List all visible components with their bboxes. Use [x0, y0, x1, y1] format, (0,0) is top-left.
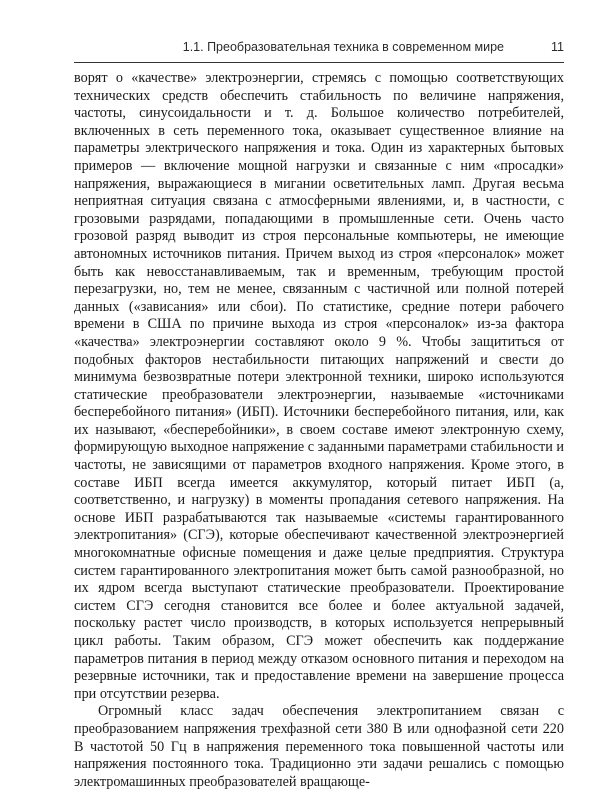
section-title: 1.1. Преобразовательная техника в современном мире — [182, 40, 504, 54]
page-number: 11 — [551, 40, 564, 54]
header-rule — [74, 62, 564, 63]
body-text — [74, 70, 564, 791]
paragraph: Огромный класс задач обеспечения электропитанием связан с преобразованием напряжения трехфазной сети 380 В или однофазной сети 220 В частотой 50 Гц в напряжения переменного тока повышенной частоты или напряжения постоянного тока. Традиционно эти задачи решались с помощью электромашинных преобразователей вращающе- — [74, 703, 564, 790]
running-header — [74, 36, 564, 56]
paragraph-continued: ворят о «качестве» электроэнергии, стремясь с помощью соответствующих технических средств обеспечить стабильность по величине напряжения, частоты, синусоидальности и т. д. Большое количество потребителей, включенных в сеть переменного тока, оказывает существенное влияние на параметры электрического напряжения и тока. Один из характерных бытовых примеров — включение мощной нагрузки и связанные с ним «просадки» напряжения, выражающиеся в мигании осветительных ламп. Другая весьма неприятная ситуация связана с атмосферными явлениями, и, в частности, с грозовыми разрядами, попадающими в промышленные сети. Очень часто грозовой разряд выводит из строя персональные компьютеры, не имеющие автономных источников питания. Причем выход из строя «персоналок» может быть как невосстанавливаемым, так и временным, требующим простой перезагрузки, но, тем не менее, связанным с частичной или полной потерей данных («зависания» или сбои). По статистике, средние потери рабочего времени в США по причине выхода из строя «персоналок» из-за фактора «качества» электроэнергии составляют около 9 %. Чтобы защититься от подобных факторов нестабильности питающих напряжений и свести до минимума безвозвратные потери электронной техники, широко используются статические преобразователи электроэнергии, называемые «источниками бесперебойного питания» (ИБП). Источники бесперебойного питания, или, как их называют, «бесперебойники», в своем составе имеют электронную схему, формирующую выходное напряжение с заданными параметрами стабильности и частоты, не зависящими от параметров входного напряжения. Кроме этого, в составе ИБП всегда имеется аккумулятор, который питает ИБП (а, соответственно, и нагрузку) в моменты пропадания сетевого напряжения. На основе ИБП разрабатываются так называемые «системы гарантированного электропитания» (СГЭ), которые обеспечивают качественной электроэнергией многокомнатные офисные помещения и даже целые предприятия. Структура систем гарантированного электропитания может быть самой разнообразной, но их ядром всегда выступают статические преобразователи. Проектирование систем СГЭ сегодня становится все более и более актуальной задачей, поскольку растет число производств, в которых используется непрерывный цикл работы. Таким образом, СГЭ может обеспечить как поддержание параметров питания в период между отказом основного питания и переходом на резервные источники, так и предоставление времени на завершение процесса при отсутствии резерва. — [74, 70, 564, 702]
